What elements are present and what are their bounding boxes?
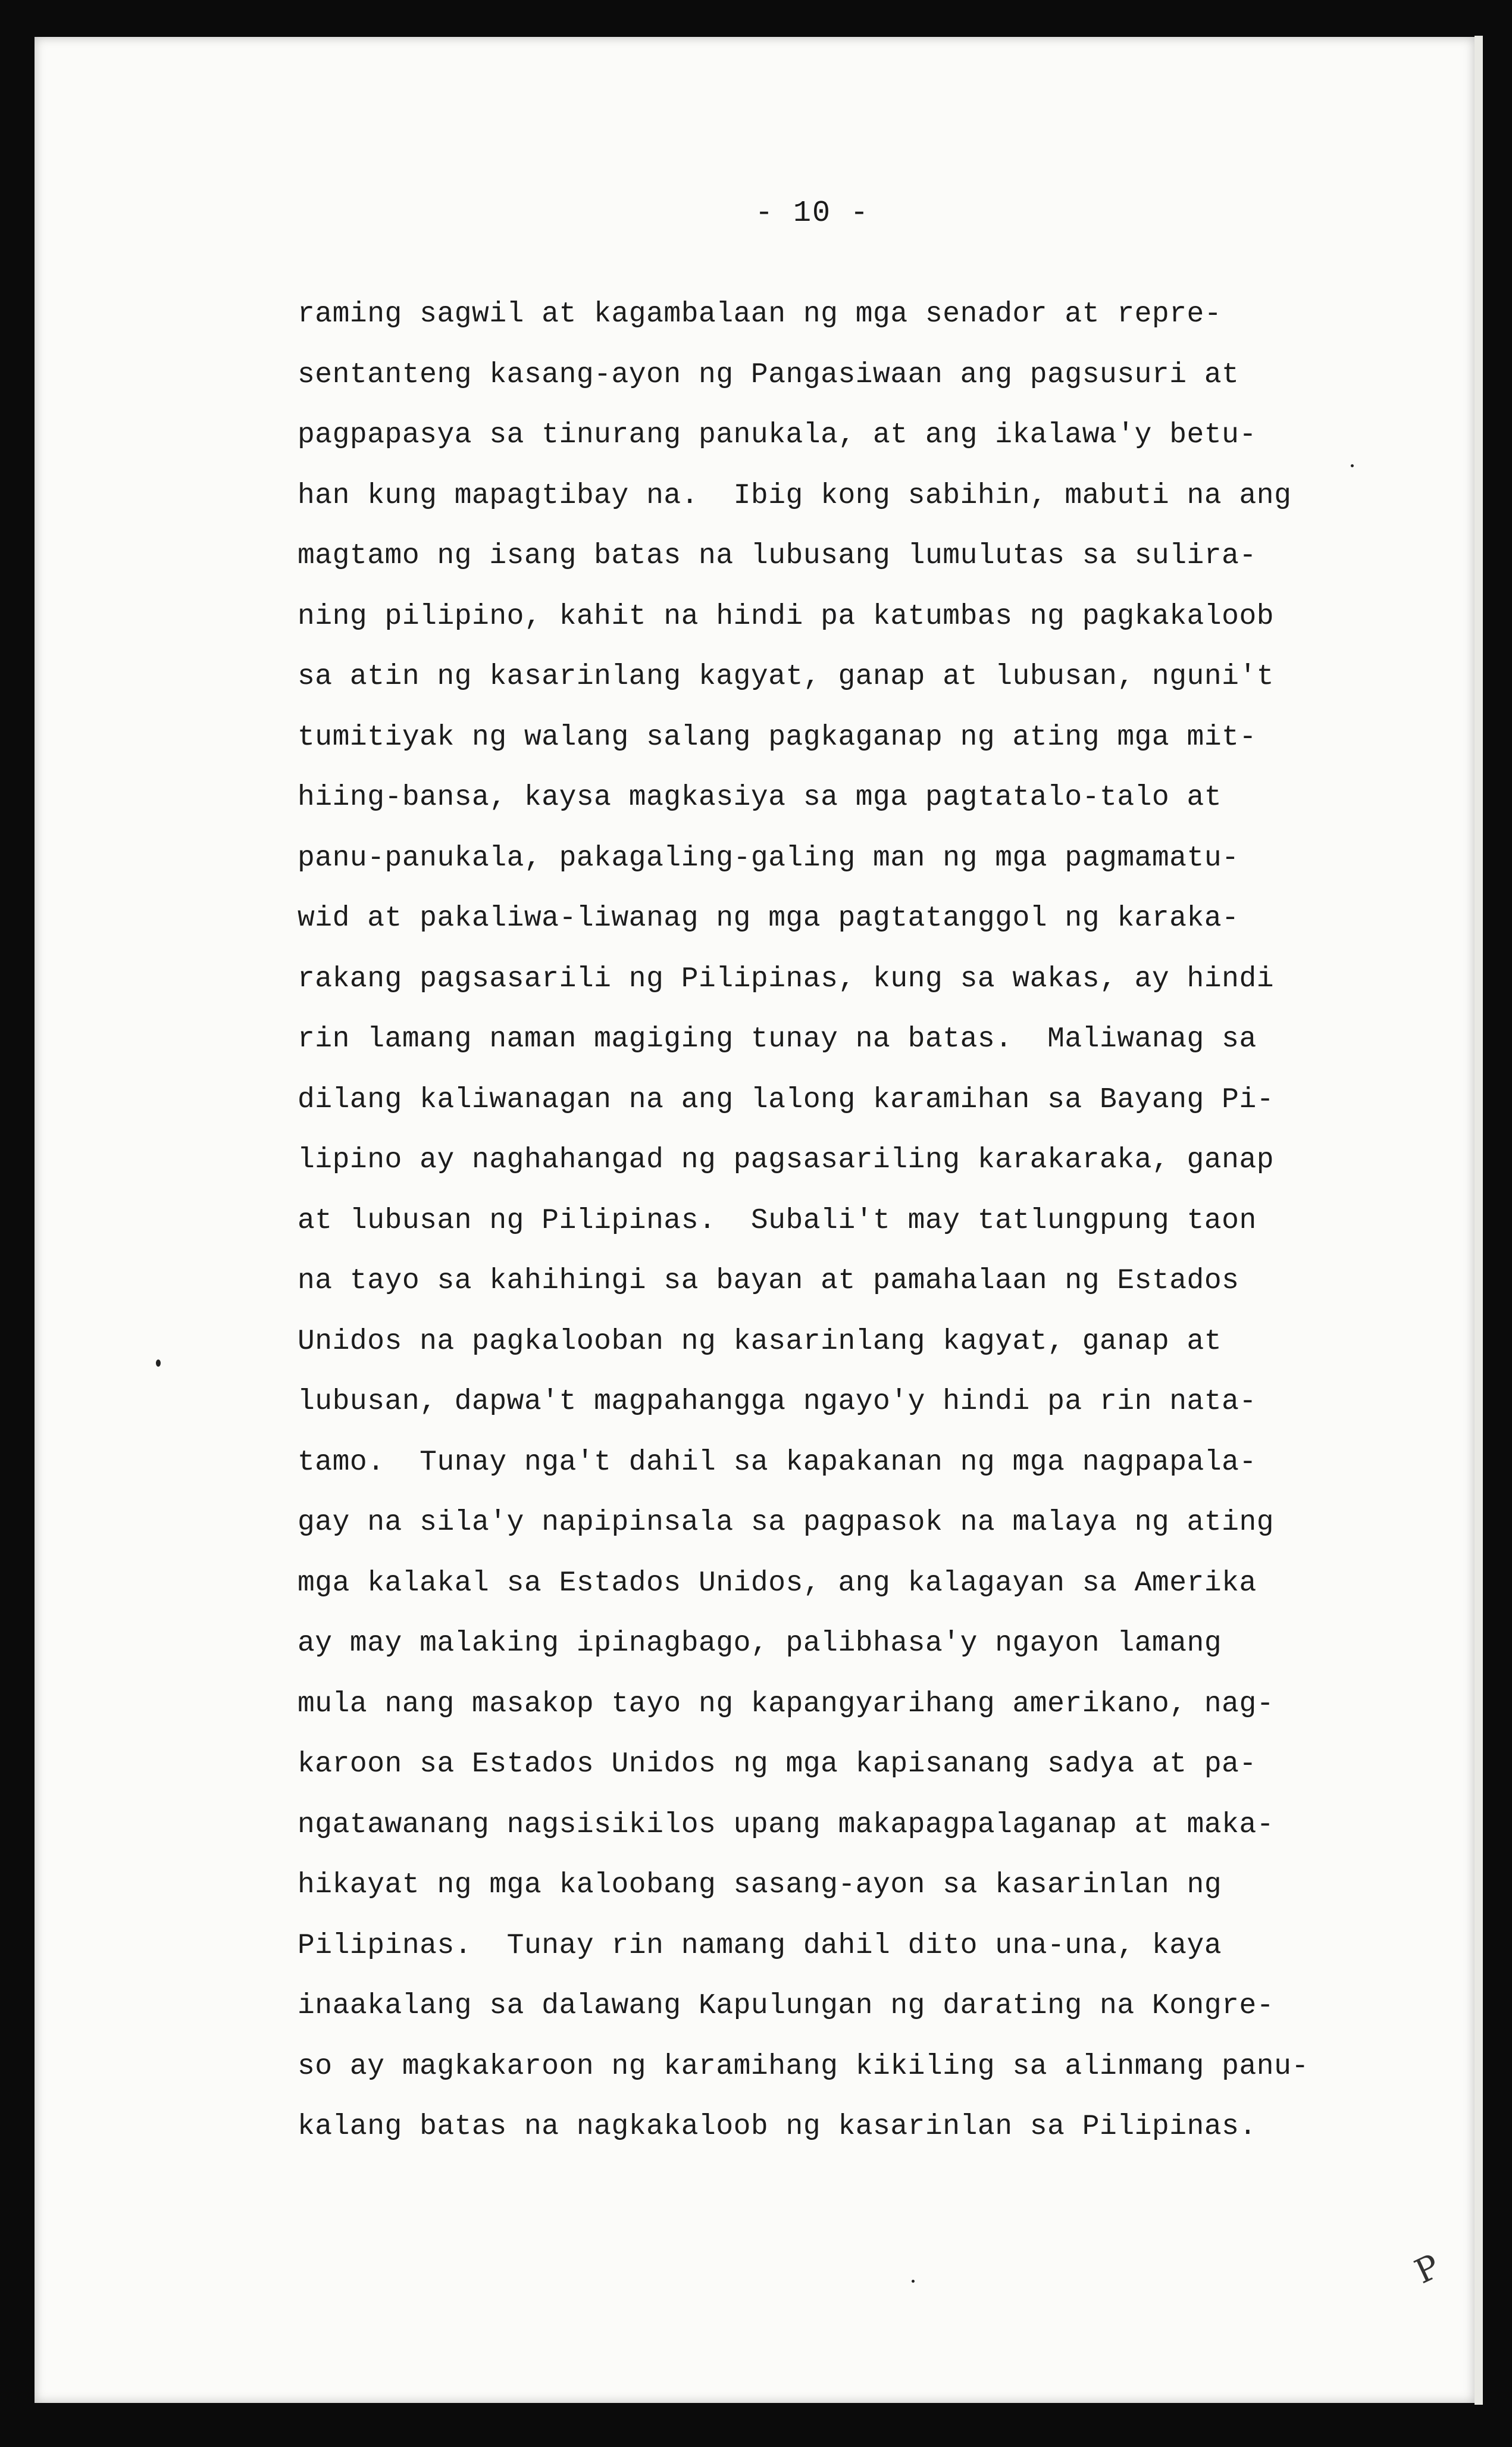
paper-edge	[1475, 36, 1483, 2405]
text-line: raming sagwil at kagambalaan ng mga senador at repre-	[298, 298, 1222, 330]
text-line: Unidos na pagkalooban ng kasarinlang kagyat, ganap at	[298, 1325, 1222, 1358]
text-line: wid at pakaliwa-liwanag ng mga pagtatanggol ng karaka-	[298, 902, 1239, 935]
text-line: so ay magkakaroon ng karamihang kikiling sa alinmang panu-	[298, 2050, 1309, 2083]
text-line: ning pilipino, kahit na hindi pa katumbas ng pagkakaloob	[298, 600, 1275, 633]
text-line: karoon sa Estados Unidos ng mga kapisanang sadya at pa-	[298, 1748, 1257, 1780]
text-line: tumitiyak ng walang salang pagkaganap ng ating mga mit-	[298, 721, 1257, 754]
scan-speck	[912, 2280, 915, 2283]
text-line: mula nang masakop tayo ng kapangyarihang amerikano, nag-	[298, 1687, 1275, 1720]
handwritten-mark: P	[1409, 2247, 1446, 2292]
text-line: panu-panukala, pakagaling-galing man ng mga pagmamatu-	[298, 842, 1239, 874]
text-line: sentanteng kasang-ayon ng Pangasiwaan ang pagsusuri at	[298, 358, 1239, 391]
scan-speck	[156, 1360, 161, 1367]
text-line: rakang pagsasarili ng Pilipinas, kung sa wakas, ay hindi	[298, 962, 1275, 995]
text-line: kalang batas na nagkakaloob ng kasarinlan sa Pilipinas.	[298, 2111, 1257, 2143]
text-line: lubusan, dapwa't magpahangga ngayo'y hindi pa rin nata-	[298, 1386, 1257, 1418]
text-line: gay na sila'y napipinsala sa pagpasok na malaya ng ating	[298, 1507, 1275, 1539]
text-line: inaakalang sa dalawang Kapulungan ng darating na Kongre-	[298, 1990, 1275, 2022]
text-line: ay may malaking ipinagbago, palibhasa'y ngayon lamang	[298, 1627, 1222, 1660]
text-line: Pilipinas. Tunay rin namang dahil dito una-una, kaya	[298, 1929, 1222, 1962]
text-line: pagpapasya sa tinurang panukala, at ang ikalawa'y betu-	[298, 419, 1257, 451]
text-line: han kung mapagtibay na. Ibig kong sabihin, mabuti na ang	[298, 479, 1292, 512]
text-line: dilang kaliwanagan na ang lalong karamihan sa Bayang Pi-	[298, 1083, 1275, 1116]
text-line: hiing-bansa, kaysa magkasiya sa mga pagtatalo-talo at	[298, 782, 1222, 814]
text-line: tamo. Tunay nga't dahil sa kapakanan ng mga nagpapala-	[298, 1446, 1257, 1479]
body-text	[298, 285, 1369, 2158]
page-number: - 10 -	[755, 196, 870, 230]
text-line: rin lamang naman magiging tunay na batas. Maliwanag sa	[298, 1023, 1257, 1055]
text-line: mga kalakal sa Estados Unidos, ang kalagayan sa Amerika	[298, 1567, 1257, 1599]
text-line: na tayo sa kahihingi sa bayan at pamahalaan ng Estados	[298, 1265, 1239, 1297]
text-line: lipino ay naghahangad ng pagsasariling karakaraka, ganap	[298, 1144, 1275, 1176]
scan-speck	[1351, 464, 1354, 467]
text-line: ngatawanang nagsisikilos upang makapagpalaganap at maka-	[298, 1808, 1275, 1841]
text-line: hikayat ng mga kaloobang sasang-ayon sa kasarinlan ng	[298, 1869, 1222, 1901]
text-line: sa atin ng kasarinlang kagyat, ganap at lubusan, nguni't	[298, 661, 1275, 693]
text-line: magtamo ng isang batas na lubusang lumulutas sa sulira-	[298, 540, 1257, 572]
text-line: at lubusan ng Pilipinas. Subali't may tatlungpung taon	[298, 1204, 1257, 1237]
